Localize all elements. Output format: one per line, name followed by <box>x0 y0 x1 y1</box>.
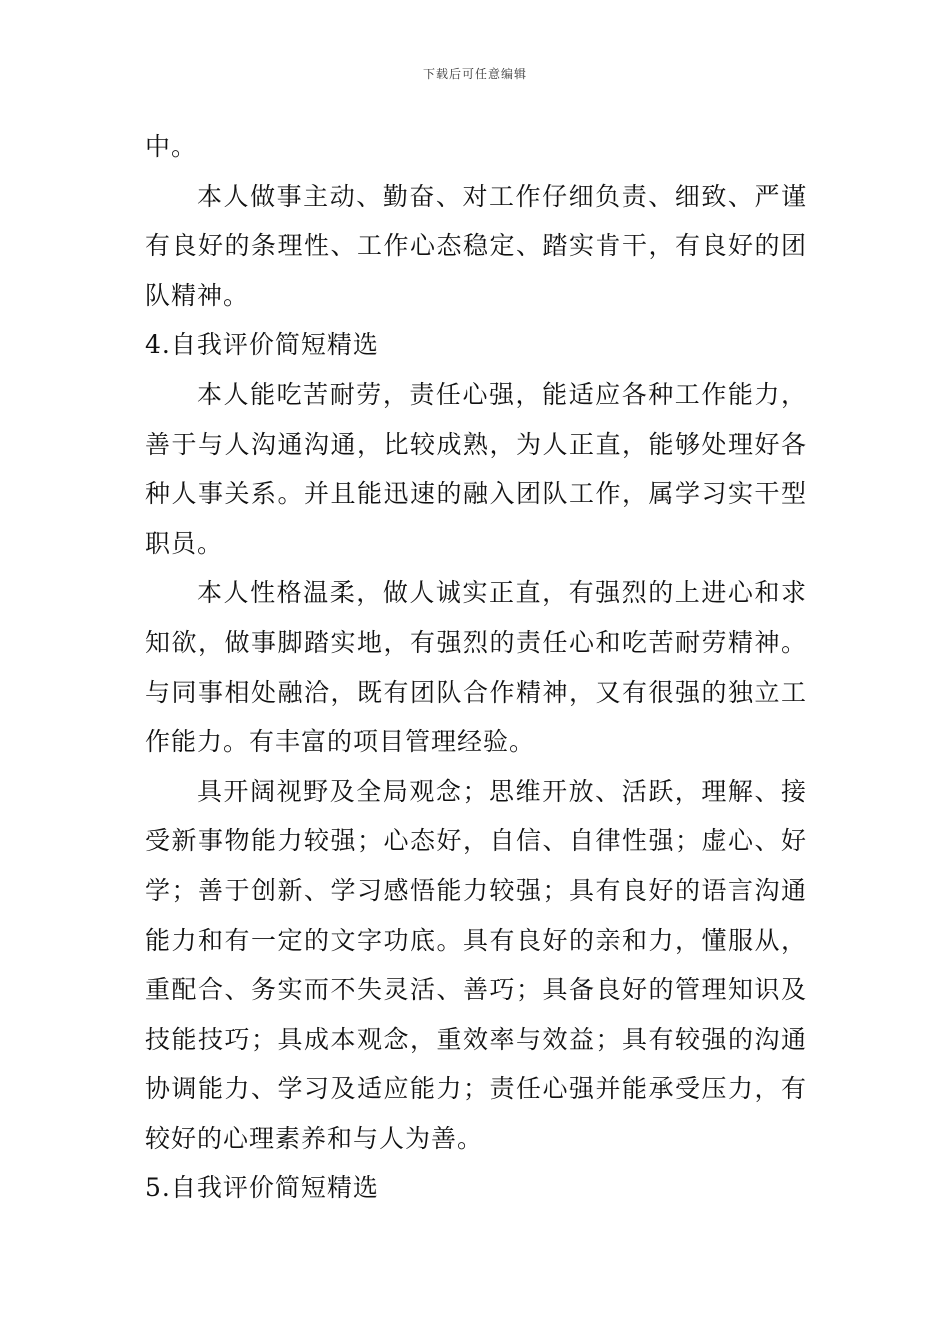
page-header-note: 下载后可任意编辑 <box>422 67 527 81</box>
document-body <box>145 122 807 1213</box>
paragraph-continuation: 中。 <box>145 132 198 161</box>
paragraph: 本人能吃苦耐劳，责任心强，能适应各种工作能力，善于与人沟通沟通，比较成熟，为人正直，能够处理好各种人事关系。并且能迅速的融入团队工作，属学习实干型职员。 <box>145 379 807 558</box>
paragraph: 本人做事主动、勤奋、对工作仔细负责、细致、严谨有良好的条理性、工作心态稳定、踏实肯干，有良好的团队精神。 <box>145 181 807 310</box>
paragraph: 本人性格温柔，做人诚实正直，有强烈的上进心和求知欲，做事脚踏实地，有强烈的责任心和吃苦耐劳精神。与同事相处融洽，既有团队合作精神，又有很强的独立工作能力。有丰富的项目管理经验。 <box>145 578 807 757</box>
section-heading: 5.自我评价简短精选 <box>145 1173 379 1203</box>
section-heading: 4.自我评价简短精选 <box>145 330 379 360</box>
paragraph: 具开阔视野及全局观念；思维开放、活跃，理解、接受新事物能力较强；心态好，自信、自律性强；虚心、好学；善于创新、学习感悟能力较强；具有良好的语言沟通能力和有一定的文字功底。具有良好的亲和力，懂服从，重配合、务实而不失灵活、善巧；具备良好的管理知识及技能技巧；具成本观念，重效率与效益；具有较强的沟通协调能力、学习及适应能力；责任心强并能承受压力，有较好的心理素养和与人为善。 <box>145 776 807 1153</box>
